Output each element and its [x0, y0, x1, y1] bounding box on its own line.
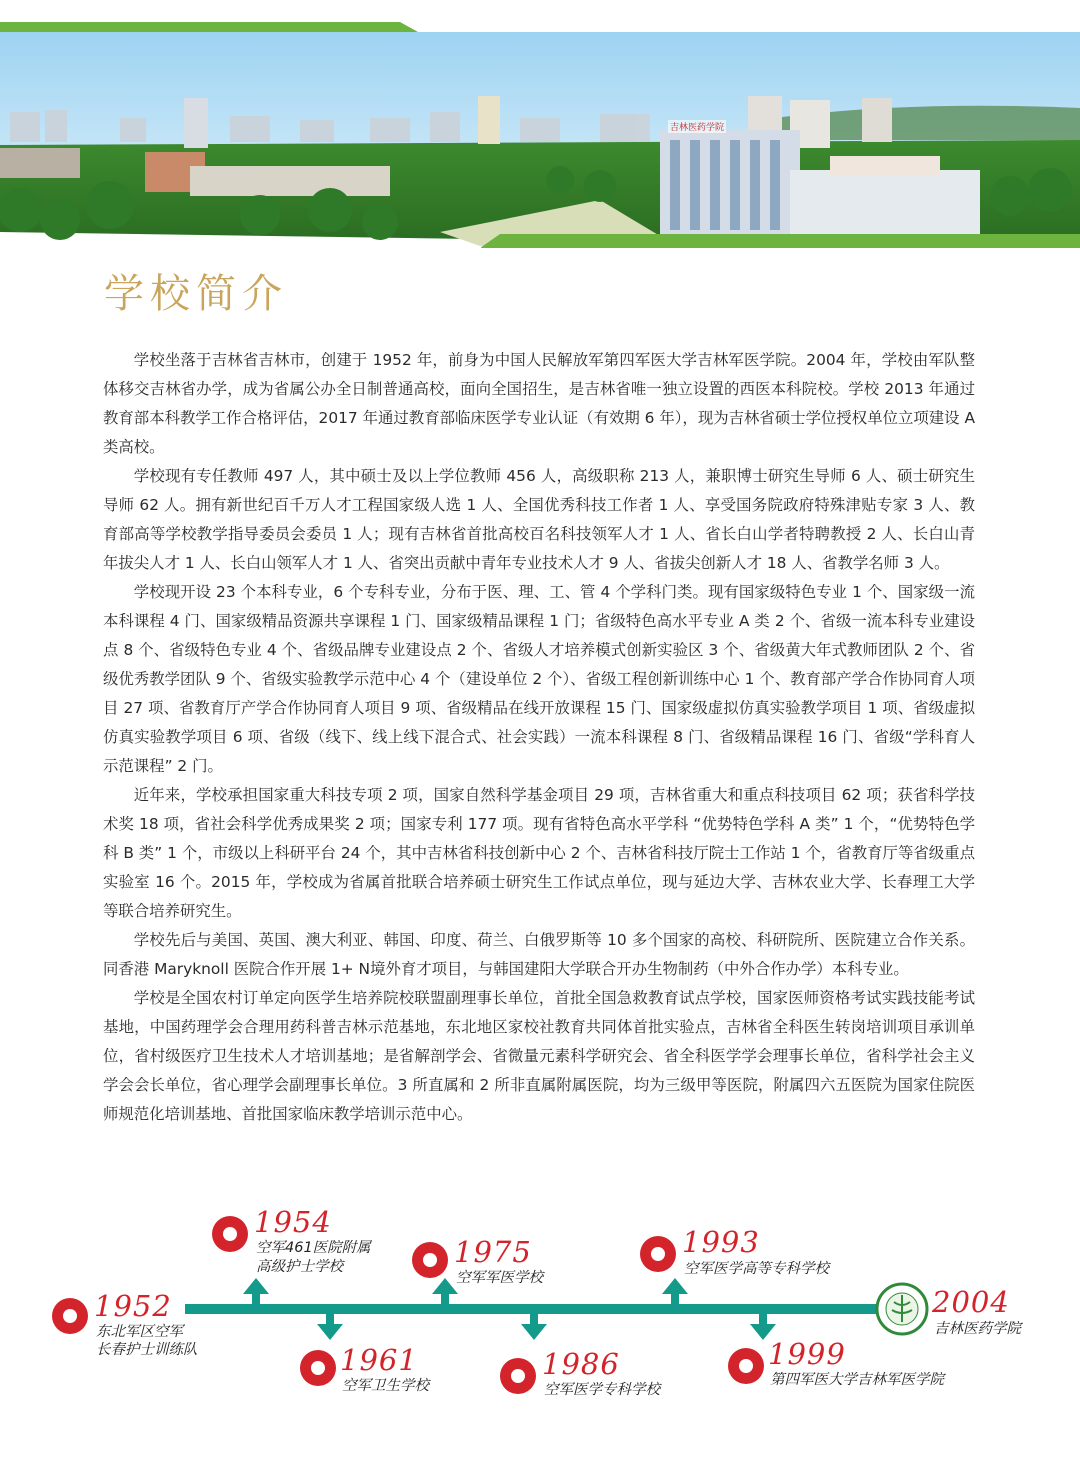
down-arrow-icon — [750, 1312, 776, 1340]
marker-icon — [640, 1236, 676, 1272]
year-label: 1986 — [542, 1347, 620, 1381]
year-label: 2004 — [932, 1285, 1010, 1319]
marker-icon — [212, 1216, 248, 1252]
event-label: 高级护士学校 — [256, 1259, 343, 1275]
college-emblem-icon — [877, 1284, 927, 1334]
paragraph: 近年来，学校承担国家重大科技专项 2 项，国家自然科学基金项目 29 项，吉林省重大和重点科技项目 62 项；获省科学技术奖 18 项，省社会科学优秀成果奖 2 项；国家专利 177 项。现有省特色高水平学科 “优势特色学科 A 类” 1 个，“优势特色学科 B 类” 1 个，市级以上科研平台 24 个，其中吉林省科技创新中心 2 个、吉林省科技厅院士工作站 1 个，省教育厅等省级重点实验室 16 个。2015 年，学校成为省属首批联合培养硕士研究生工作试点单位，现与延边大学、吉林农业大学、长春理工大学等联合培养研究生。 — [103, 786, 975, 920]
paragraph: 学校先后与美国、英国、澳大利亚、韩国、印度、荷兰、白俄罗斯等 10 多个国家的高校、科研院所、医院建立合作关系。同香港 Maryknoll 医院合作开展 1+ N境外育才项目，与韩国建阳大学联合开办生物制药（中外合作办学）本科专业。 — [103, 931, 975, 978]
up-arrow-icon — [432, 1278, 458, 1306]
marker-icon — [728, 1348, 764, 1384]
down-arrow-icon — [521, 1312, 547, 1340]
event-label: 长春护士训练队 — [96, 1342, 198, 1358]
up-arrow-icon — [243, 1278, 269, 1306]
marker-icon — [52, 1298, 88, 1334]
paragraph: 学校坐落于吉林省吉林市，创建于 1952 年，前身为中国人民解放军第四军医大学吉林军医学院。2004 年，学校由军队整体移交吉林省办学，成为省属公办全日制普通高校，面向全国招生，是吉林省唯一独立设置的西医本科院校。学校 2013 年通过教育部本科教学工作合格评估，2017 年通过教育部临床医学专业认证（有效期 6 年），现为吉林省硕士学位授权单位立项建设 A 类高校。 — [103, 351, 975, 456]
intro-body — [103, 346, 975, 1129]
year-label: 1975 — [454, 1235, 532, 1269]
year-label: 1952 — [94, 1289, 172, 1323]
event-label: 吉林医药学院 — [934, 1321, 1021, 1337]
year-label: 1993 — [682, 1225, 760, 1259]
event-label: 空军卫生学校 — [342, 1378, 429, 1394]
marker-icon — [412, 1242, 448, 1278]
year-label: 1954 — [254, 1205, 332, 1239]
down-arrow-icon — [317, 1312, 343, 1340]
banner-building-sign: 吉林医药学院 — [668, 120, 726, 133]
event-label: 空军军医学校 — [456, 1270, 543, 1286]
history-timeline — [0, 1190, 1080, 1466]
page-title: 学校简介 — [104, 271, 288, 317]
marker-icon — [500, 1358, 536, 1394]
event-label: 空军461医院附属 — [256, 1240, 371, 1256]
paragraph: 学校现开设 23 个本科专业，6 个专科专业，分布于医、理、工、管 4 个学科门类。现有国家级特色专业 1 个、国家级一流本科课程 4 门、国家级精品资源共享课程 1 门、国家级精品课程 1 门；省级特色高水平专业 A 类 2 个、省级一流本科专业建设点 8 个、省级特色专业 4 个、省级品牌专业建设点 2 个、省级人才培养模式创新实验区 3 个、省级黄大年式教师团队 2 个、省级优秀教学团队 9 个、省级实验教学示范中心 4 个（建设单位 2 个）、省级工程创新训练中心 1 个、教育部产学合作协同育人项目 27 项、省教育厅产学合作协同育人项目 9 项、省级精品在线开放课程 15 门、国家级虚拟仿真实验教学项目 1 项、省级虚拟仿真实验教学项目 6 项、省级（线下、线上线下混合式、社会实践）一流本科课程 8 门、省级精品课程 16 门、省级“学科育人示范课程” 2 门。 — [103, 583, 975, 775]
event-label: 空军医学高等专科学校 — [684, 1261, 829, 1277]
event-label: 空军医学专科学校 — [544, 1382, 660, 1398]
marker-icon — [300, 1350, 336, 1386]
year-label: 1999 — [768, 1337, 846, 1371]
header-banner — [0, 0, 1080, 252]
paragraph: 学校是全国农村订单定向医学生培养院校联盟副理事长单位，首批全国急救教育试点学校，国家医师资格考试实践技能考试基地，中国药理学会合理用药科普吉林示范基地，东北地区家校社教育共同体首批实验点，吉林省全科医生转岗培训项目承训单位，省村级医疗卫生技术人才培训基地；是省解剖学会、省微量元素科学研究会、省全科医学学会理事长单位，省科学社会主义学会会长单位，省心理学会副理事长单位。3 所直属和 2 所非直属附属医院，均为三级甲等医院，附属四六五医院为国家住院医师规范化培训基地、首批国家临床教学培训示范中心。 — [103, 989, 975, 1123]
up-arrow-icon — [662, 1278, 688, 1306]
event-label: 东北军区空军 — [96, 1324, 183, 1340]
campus-photo — [0, 0, 1080, 252]
year-label: 1961 — [340, 1343, 418, 1377]
event-label: 第四军医大学吉林军医学院 — [770, 1372, 944, 1388]
paragraph: 学校现有专任教师 497 人，其中硕士及以上学位教师 456 人，高级职称 213 人，兼职博士研究生导师 6 人、硕士研究生导师 62 人。拥有新世纪百千万人才工程国家级人选 1 人、全国优秀科技工作者 1 人、享受国务院政府特殊津贴专家 3 人、教育部高等学校教学指导委员会委员 1 人；现有吉林省首批高校百名科技领军人才 1 人、省长白山学者特聘教授 2 人、长白山青年拔尖人才 1 人、长白山领军人才 1 人、省突出贡献中青年专业技术人才 9 人、省拔尖创新人才 18 人、省教学名师 3 人。 — [103, 467, 975, 572]
